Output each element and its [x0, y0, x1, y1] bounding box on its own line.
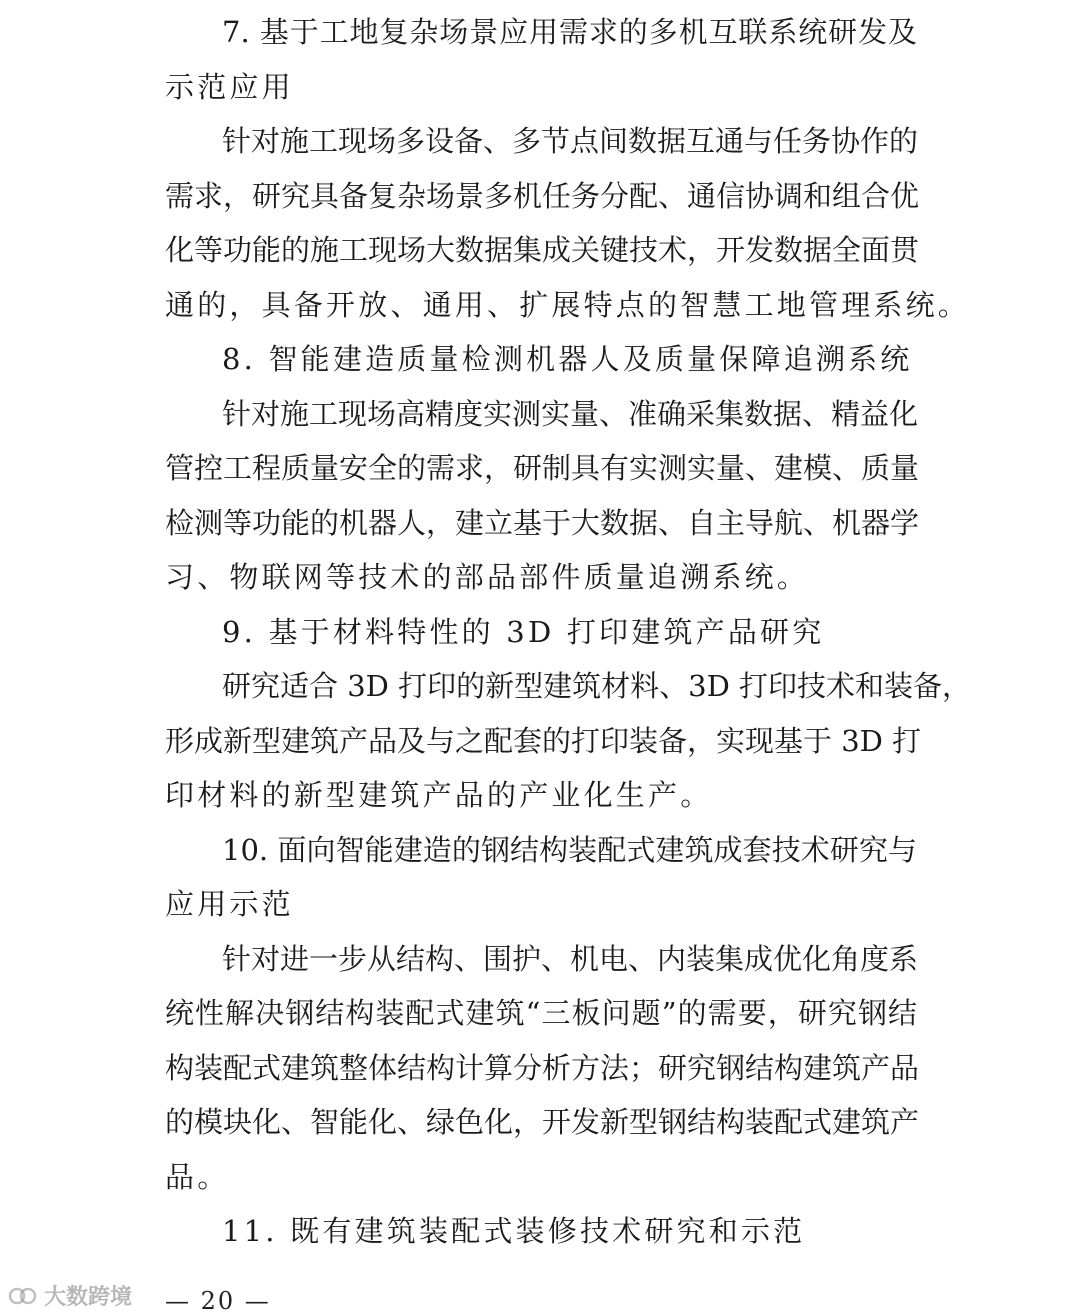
paragraph-line: 习、物联网等技术的部品部件质量追溯系统。 — [165, 560, 810, 594]
paragraph-line: 的模块化、智能化、绿色化，开发新型钢结构装配式建筑产 — [165, 1105, 920, 1139]
watermark — [8, 1280, 132, 1311]
paragraph-line: 形成新型建筑产品及与之配套的打印装备，实现基于 3D 打 — [165, 724, 922, 758]
paragraph-line: 品。 — [165, 1160, 230, 1194]
page-number: — 20 — — [165, 1287, 271, 1315]
paragraph-line: 构装配式建筑整体结构计算分析方法；研究钢结构建筑产品 — [165, 1051, 920, 1085]
heading-item-10-cont: 应用示范 — [165, 887, 294, 921]
brand-logo-icon — [8, 1283, 38, 1309]
paragraph-line: 统性解决钢结构装配式建筑“三板问题”的需要，研究钢结 — [165, 996, 917, 1030]
paragraph-line: 针对进一步从结构、围护、机电、内装集成优化角度系 — [222, 942, 919, 976]
heading-item-7-cont: 示范应用 — [165, 70, 294, 104]
paragraph-line: 印材料的新型建筑产品的产业化生产。 — [165, 778, 713, 812]
paragraph-line: 检测等功能的机器人，建立基于大数据、自主导航、机器学 — [165, 506, 920, 540]
paragraph-line: 针对施工现场多设备、多节点间数据互通与任务协作的 — [222, 124, 919, 158]
paragraph-line: 需求，研究具备复杂场景多机任务分配、通信协调和组合优 — [165, 179, 920, 213]
paragraph-line: 化等功能的施工现场大数据集成关键技术，开发数据全面贯 — [165, 233, 920, 267]
paragraph-line: 针对施工现场高精度实测实量、准确采集数据、精益化 — [222, 397, 919, 431]
paragraph-line: 管控工程质量安全的需求，研制具有实测实量、建模、质量 — [165, 451, 920, 485]
heading-item-10: 10. 面向智能建造的钢结构装配式建筑成套技术研究与 — [222, 833, 917, 867]
paragraph-line: 通的，具备开放、通用、扩展特点的智慧工地管理系统。 — [165, 288, 971, 322]
heading-item-11: 11. 既有建筑装配式装修技术研究和示范 — [222, 1214, 806, 1248]
watermark-text: 大数跨境 — [44, 1285, 133, 1310]
heading-item-9: 9. 基于材料特性的 3D 打印建筑产品研究 — [222, 615, 825, 649]
heading-item-7: 7. 基于工地复杂场景应用需求的多机互联系统研发及 — [222, 15, 917, 49]
paragraph-line: 研究适合 3D 打印的新型建筑材料、3D 打印技术和装备， — [222, 669, 972, 703]
heading-item-8: 8. 智能建造质量检测机器人及质量保障追溯系统 — [222, 342, 913, 376]
